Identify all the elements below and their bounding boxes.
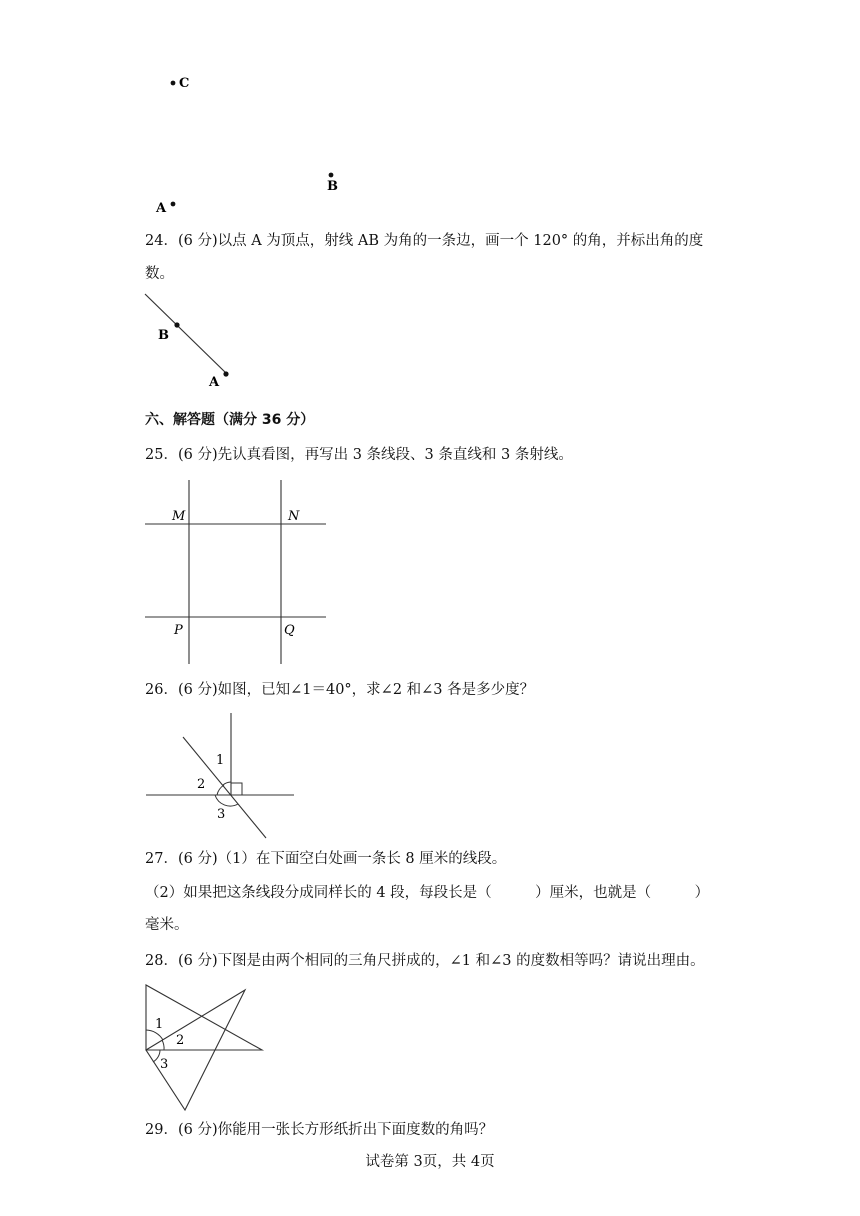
- question-24-line1: 24．(6 分)以点 A 为顶点，射线 AB 为角的一条边，画一个 120° 的角，并标出角的度: [145, 233, 704, 249]
- angle-3-label: 3: [160, 1057, 169, 1072]
- angle-3-arc: [153, 1050, 160, 1062]
- point-b-label: B: [327, 179, 338, 194]
- question-28-text: 28．(6 分)下图是由两个相同的三角尺拼成的，∠1 和∠3 的度数相等吗？请说出理由。: [145, 953, 705, 969]
- question-27-line1: 27．(6 分)（1）在下面空白处画一条长 8 厘米的线段。: [145, 851, 507, 867]
- point-c-label: C: [179, 76, 190, 91]
- angle-1-label: 1: [155, 1017, 164, 1032]
- angle-3-label: 3: [217, 807, 226, 822]
- angle-2-arc: [162, 1040, 164, 1050]
- angle-2-label: 2: [176, 1033, 185, 1048]
- point-a-label: A: [156, 201, 167, 216]
- ray-point-b-label: B: [158, 328, 169, 343]
- point-q-label: Q: [284, 623, 295, 638]
- question-27-line3: 毫米。: [145, 917, 189, 933]
- point-m-label: M: [172, 509, 186, 524]
- ray-point-a-label: A: [209, 375, 220, 390]
- point-p-label: P: [174, 623, 183, 638]
- question-26-text: 26．(6 分)如图，已知∠1＝40°，求∠2 和∠3 各是多少度？: [145, 682, 535, 698]
- triangle-ruler-one: [146, 985, 262, 1050]
- question-29-text: 29．(6 分)你能用一张长方形纸折出下面度数的角吗？: [145, 1122, 494, 1138]
- question-25-text: 25．(6 分)先认真看图，再写出 3 条线段、3 条直线和 3 条射线。: [145, 447, 573, 463]
- question-24-line2: 数。: [145, 266, 174, 282]
- question-27-line2: （2）如果把这条线段分成同样长的 4 段，每段长是（ ）厘米，也就是（ ）: [145, 885, 710, 901]
- point-n-label: N: [288, 509, 300, 524]
- angle-1-label: 1: [216, 753, 225, 768]
- section-six-title: 六、解答题（满分 36 分）: [145, 412, 315, 428]
- page-footer: 试卷第 3页，共 4页: [365, 1154, 495, 1170]
- angle-2-label: 2: [197, 777, 206, 792]
